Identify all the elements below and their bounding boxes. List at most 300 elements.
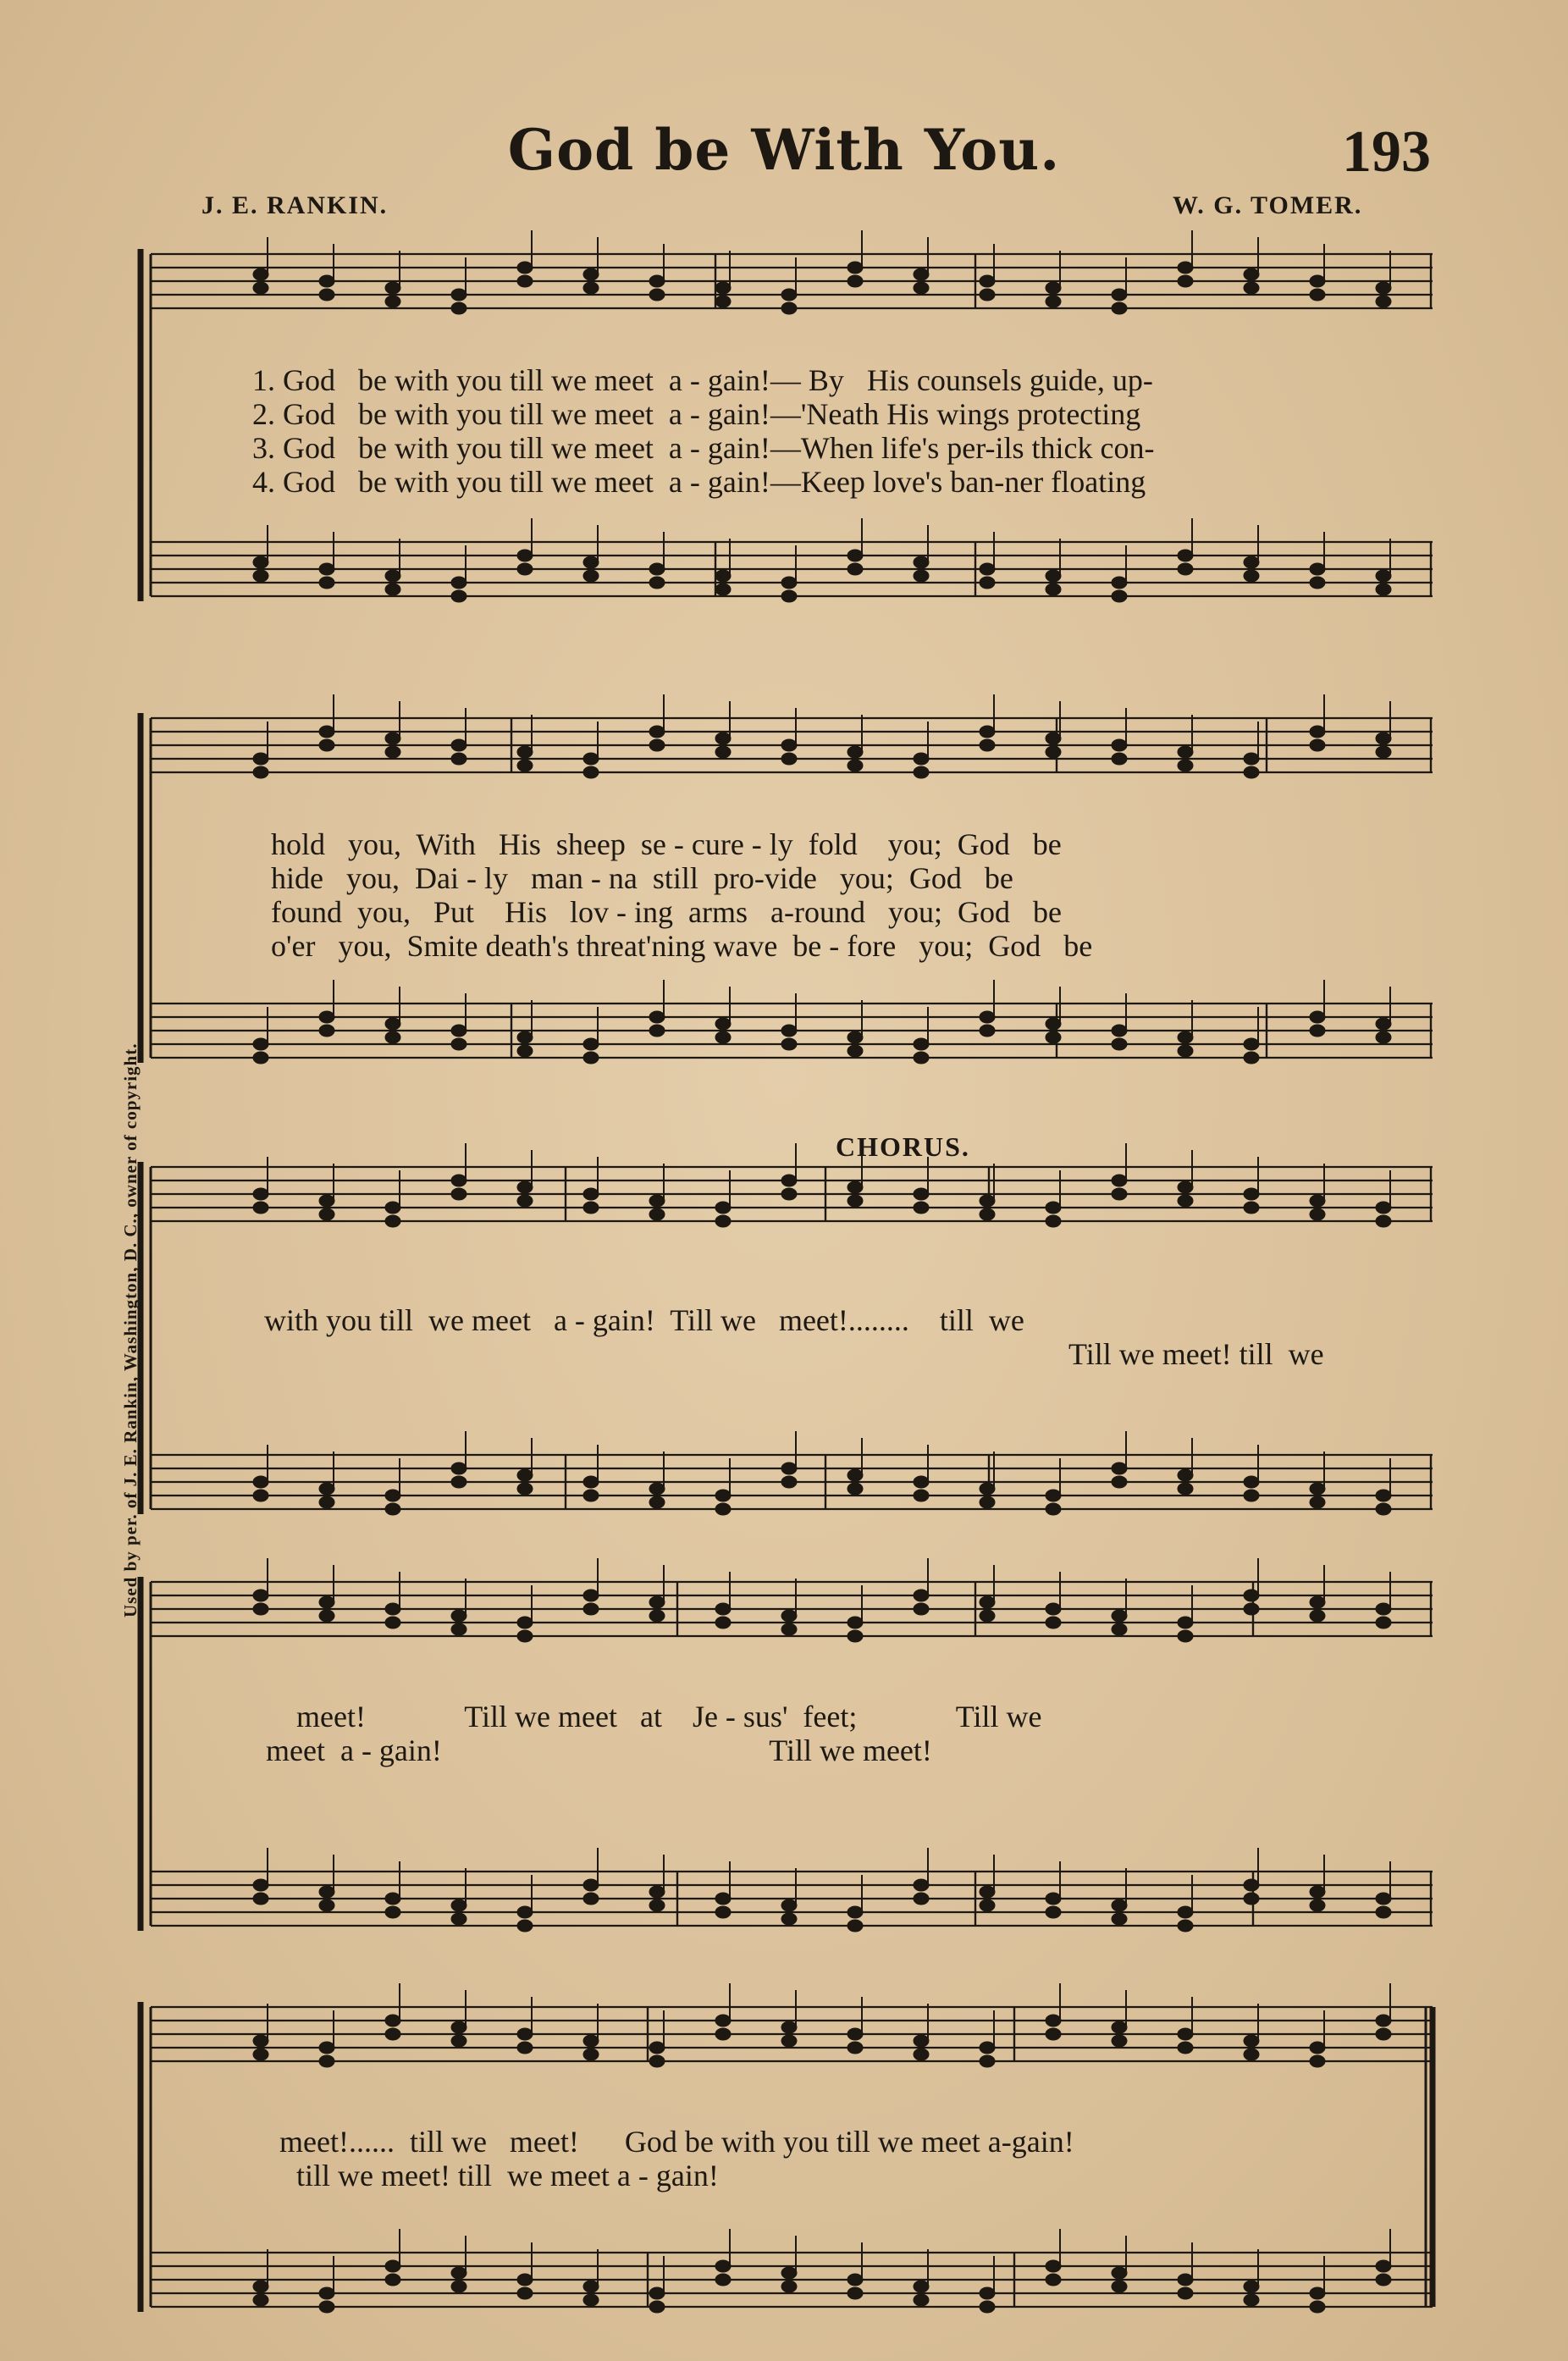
notehead <box>649 2287 665 2299</box>
notehead <box>649 577 665 589</box>
notehead <box>583 1052 599 1064</box>
notehead <box>1178 746 1193 758</box>
notehead <box>781 2021 797 2033</box>
notehead <box>451 577 467 589</box>
notehead <box>847 746 863 758</box>
notehead <box>1244 1490 1259 1501</box>
notehead <box>781 289 797 301</box>
notehead <box>385 583 400 595</box>
notehead <box>385 2028 400 2040</box>
notehead <box>319 563 334 575</box>
notehead <box>1178 1617 1193 1628</box>
verse-3-line-cont: found you, Put His lov - ing arms a-round you; God be <box>271 895 1062 929</box>
notehead <box>1046 1893 1061 1905</box>
notehead <box>980 577 995 589</box>
notehead <box>649 1886 665 1898</box>
notehead <box>847 1469 863 1481</box>
notehead <box>1046 1906 1061 1918</box>
notehead <box>517 1045 533 1057</box>
notehead <box>1376 282 1391 294</box>
notehead <box>781 739 797 751</box>
notehead <box>1244 1603 1259 1615</box>
notehead <box>1310 1025 1325 1037</box>
notehead <box>781 1913 797 1925</box>
notehead <box>847 275 863 287</box>
notehead <box>451 739 467 751</box>
notehead <box>649 2042 665 2054</box>
notehead <box>583 1038 599 1050</box>
notehead <box>1310 289 1325 301</box>
notehead <box>914 1590 929 1601</box>
notehead <box>451 1462 467 1474</box>
lyricist-credit: J. E. RANKIN. <box>202 191 389 219</box>
hymn-title: God be With You. <box>507 117 1061 183</box>
notehead <box>1244 1879 1259 1891</box>
notehead <box>781 1462 797 1474</box>
notehead <box>847 1920 863 1932</box>
notehead <box>1244 282 1259 294</box>
notehead <box>1112 1899 1127 1911</box>
notehead <box>319 726 334 738</box>
notehead <box>1046 296 1061 307</box>
chorus-lyric-line-2: Till we meet! till we <box>1068 1337 1324 1371</box>
notehead <box>583 1202 599 1214</box>
notehead <box>847 550 863 561</box>
notehead <box>1376 1202 1391 1214</box>
notehead <box>1046 1215 1061 1227</box>
notehead <box>914 2294 929 2306</box>
notehead <box>253 1038 268 1050</box>
notehead <box>980 2055 995 2067</box>
notehead <box>781 1038 797 1050</box>
notehead <box>1376 570 1391 582</box>
chorus-label: CHORUS. <box>836 1131 970 1162</box>
notehead <box>1046 1503 1061 1515</box>
notehead <box>715 2260 731 2272</box>
notehead <box>914 1188 929 1200</box>
notehead <box>319 1899 334 1911</box>
notehead <box>1310 1610 1325 1622</box>
notehead <box>1046 1018 1061 1030</box>
notehead <box>980 726 995 738</box>
notehead <box>1178 275 1193 287</box>
notehead <box>583 753 599 765</box>
notehead <box>1310 2301 1325 2313</box>
notehead <box>1178 2042 1193 2054</box>
notehead <box>319 1208 334 1220</box>
notehead <box>583 556 599 568</box>
notehead <box>1046 1617 1061 1628</box>
notehead <box>1376 746 1391 758</box>
notehead <box>583 1490 599 1501</box>
notehead <box>1310 1496 1325 1508</box>
notehead <box>1244 556 1259 568</box>
notehead <box>980 1011 995 1023</box>
notehead <box>319 1195 334 1207</box>
notehead <box>980 563 995 575</box>
notehead <box>1310 2287 1325 2299</box>
notehead <box>1178 760 1193 771</box>
notehead <box>253 1603 268 1615</box>
notehead <box>1178 1630 1193 1642</box>
notehead <box>1178 550 1193 561</box>
notehead <box>1046 1490 1061 1501</box>
notehead <box>847 1181 863 1193</box>
notehead <box>451 1025 467 1037</box>
notehead <box>1310 1208 1325 1220</box>
notehead <box>385 1617 400 1628</box>
notehead <box>847 1483 863 1495</box>
notehead <box>583 1476 599 1488</box>
notehead <box>914 282 929 294</box>
notehead <box>1376 2260 1391 2272</box>
notehead <box>1244 1188 1259 1200</box>
notehead <box>1244 1893 1259 1905</box>
notehead <box>1046 1031 1061 1043</box>
notehead <box>517 1469 533 1481</box>
verse-1-line: 1. God be with you till we meet a - gain!— By His counsels guide, up- <box>252 363 1153 397</box>
notehead <box>1112 2035 1127 2047</box>
notehead <box>583 766 599 778</box>
notehead <box>847 1195 863 1207</box>
notehead <box>319 2055 334 2067</box>
notehead <box>980 289 995 301</box>
notehead <box>1112 2021 1127 2033</box>
notehead <box>1310 2055 1325 2067</box>
notehead <box>715 733 731 744</box>
notehead <box>451 289 467 301</box>
notehead <box>319 275 334 287</box>
notehead <box>517 746 533 758</box>
notehead <box>385 1490 400 1501</box>
verse-3-line: 3. God be with you till we meet a - gain!—When life's per-ils thick con- <box>252 431 1155 465</box>
notehead <box>319 289 334 301</box>
notehead <box>980 1610 995 1622</box>
notehead <box>1376 1617 1391 1628</box>
notehead <box>253 1879 268 1891</box>
notehead <box>583 1879 599 1891</box>
hymn-number: 193 <box>1342 119 1431 185</box>
notehead <box>517 2274 533 2286</box>
notehead <box>1112 753 1127 765</box>
notehead <box>1244 1590 1259 1601</box>
notehead <box>1046 1603 1061 1615</box>
notehead <box>980 1025 995 1037</box>
notehead <box>1178 1483 1193 1495</box>
notehead <box>649 1496 665 1508</box>
notehead <box>385 1031 400 1043</box>
notehead <box>980 1596 995 1608</box>
notehead <box>649 1596 665 1608</box>
notehead <box>517 1906 533 1918</box>
notehead <box>847 1031 863 1043</box>
notehead <box>1376 583 1391 595</box>
notehead <box>583 1188 599 1200</box>
notehead <box>1244 753 1259 765</box>
notehead <box>847 1906 863 1918</box>
notehead <box>1046 282 1061 294</box>
notehead <box>385 570 400 582</box>
notehead <box>980 275 995 287</box>
notehead <box>583 1893 599 1905</box>
notehead <box>1244 1202 1259 1214</box>
notehead <box>1112 1175 1127 1186</box>
notehead <box>1310 1195 1325 1207</box>
notehead <box>253 1476 268 1488</box>
notehead <box>980 739 995 751</box>
notehead <box>1376 296 1391 307</box>
notehead <box>649 739 665 751</box>
notehead <box>517 563 533 575</box>
notehead <box>1046 2015 1061 2026</box>
notehead <box>1310 739 1325 751</box>
notehead <box>1244 2294 1259 2306</box>
notehead <box>1178 2028 1193 2040</box>
notehead <box>319 2042 334 2054</box>
notehead <box>319 2301 334 2313</box>
notehead <box>847 1045 863 1057</box>
notehead <box>1244 2281 1259 2292</box>
notehead <box>781 1175 797 1186</box>
notehead <box>847 563 863 575</box>
notehead <box>781 577 797 589</box>
notehead <box>1310 275 1325 287</box>
notehead <box>781 1025 797 1037</box>
notehead <box>1112 1610 1127 1622</box>
notehead <box>715 1490 731 1501</box>
verse-1-line-cont: hold you, With His sheep se - cure - ly fold you; God be <box>271 827 1062 861</box>
notehead <box>385 1503 400 1515</box>
notehead <box>319 1496 334 1508</box>
notehead <box>517 2028 533 2040</box>
notehead <box>253 1590 268 1601</box>
notehead <box>715 583 731 595</box>
notehead <box>914 1893 929 1905</box>
notehead <box>253 2035 268 2047</box>
notehead <box>583 268 599 280</box>
verse-4-line: 4. God be with you till we meet a - gain!—Keep love's ban-ner floating <box>252 465 1146 499</box>
notehead <box>914 2035 929 2047</box>
notehead <box>517 262 533 274</box>
notehead <box>253 2049 268 2060</box>
notehead <box>451 2281 467 2292</box>
notehead <box>451 1899 467 1911</box>
notehead <box>914 1603 929 1615</box>
notehead <box>1112 1623 1127 1635</box>
notehead <box>1178 1195 1193 1207</box>
notehead <box>781 590 797 602</box>
notehead <box>980 1899 995 1911</box>
notehead <box>1310 563 1325 575</box>
notehead <box>253 766 268 778</box>
notehead <box>847 1617 863 1628</box>
notehead <box>914 2281 929 2292</box>
notehead <box>385 2274 400 2286</box>
notehead <box>847 2028 863 2040</box>
notehead <box>1112 1038 1127 1050</box>
notehead <box>451 1188 467 1200</box>
notehead <box>1178 1045 1193 1057</box>
notehead <box>517 1630 533 1642</box>
notehead <box>914 753 929 765</box>
notehead <box>253 2294 268 2306</box>
notehead <box>1112 1462 1127 1474</box>
notehead <box>715 746 731 758</box>
notehead <box>1046 2274 1061 2286</box>
notehead <box>914 1879 929 1891</box>
notehead <box>385 1893 400 1905</box>
notehead <box>583 1590 599 1601</box>
notehead <box>781 2035 797 2047</box>
notehead <box>649 2301 665 2313</box>
notehead <box>715 2274 731 2286</box>
notehead <box>1112 2281 1127 2292</box>
notehead <box>1178 1469 1193 1481</box>
notehead <box>649 1195 665 1207</box>
composer-credit: W. G. TOMER. <box>1173 191 1363 219</box>
notehead <box>319 2287 334 2299</box>
notehead <box>385 746 400 758</box>
notehead <box>1310 726 1325 738</box>
notehead <box>649 1899 665 1911</box>
notehead <box>451 2021 467 2033</box>
notehead <box>980 1483 995 1495</box>
notehead <box>781 1899 797 1911</box>
notehead <box>1112 739 1127 751</box>
notehead <box>451 1623 467 1635</box>
notehead <box>319 1596 334 1608</box>
notehead <box>1376 1906 1391 1918</box>
notehead <box>914 556 929 568</box>
notehead <box>1178 1031 1193 1043</box>
notehead <box>253 1188 268 1200</box>
notehead <box>1046 746 1061 758</box>
notehead <box>1310 1596 1325 1608</box>
notehead <box>1112 590 1127 602</box>
notehead <box>715 1503 731 1515</box>
notehead <box>385 1603 400 1615</box>
notehead <box>385 1202 400 1214</box>
notehead <box>1310 1899 1325 1911</box>
notehead <box>1112 1913 1127 1925</box>
notehead <box>1178 563 1193 575</box>
notehead <box>451 753 467 765</box>
notehead <box>253 1490 268 1501</box>
notehead <box>319 1483 334 1495</box>
notehead <box>1112 1476 1127 1488</box>
notehead <box>517 1617 533 1628</box>
notehead <box>1310 2042 1325 2054</box>
notehead <box>451 1913 467 1925</box>
notehead <box>1376 1031 1391 1043</box>
notehead <box>980 1886 995 1898</box>
notehead <box>847 2287 863 2299</box>
notehead <box>649 1011 665 1023</box>
notehead <box>914 268 929 280</box>
notehead <box>1376 2274 1391 2286</box>
notehead <box>1178 1920 1193 1932</box>
notehead <box>1310 1483 1325 1495</box>
notehead <box>1376 2015 1391 2026</box>
notehead <box>253 1893 268 1905</box>
notehead <box>253 1052 268 1064</box>
notehead <box>253 753 268 765</box>
notehead <box>914 1202 929 1214</box>
notehead <box>583 1603 599 1615</box>
notehead <box>253 2281 268 2292</box>
notehead <box>517 2042 533 2054</box>
notehead <box>517 1195 533 1207</box>
notehead <box>1046 583 1061 595</box>
notehead <box>781 1623 797 1635</box>
notehead <box>980 2042 995 2054</box>
notehead <box>715 2015 731 2026</box>
notehead <box>980 2301 995 2313</box>
notehead <box>1046 733 1061 744</box>
notehead <box>781 1610 797 1622</box>
notehead <box>319 739 334 751</box>
notehead <box>253 570 268 582</box>
notehead <box>781 1188 797 1200</box>
notehead <box>715 1215 731 1227</box>
notehead <box>1376 1215 1391 1227</box>
notehead <box>1112 289 1127 301</box>
notehead <box>385 2015 400 2026</box>
notehead <box>1376 1490 1391 1501</box>
chorus-lyric-line-4: meet a - gain! Till we meet! <box>266 1733 932 1767</box>
notehead <box>847 1630 863 1642</box>
notehead <box>914 766 929 778</box>
notehead <box>1376 1503 1391 1515</box>
notehead <box>1178 1906 1193 1918</box>
notehead <box>517 275 533 287</box>
notehead <box>385 1018 400 1030</box>
notehead <box>451 1610 467 1622</box>
notehead <box>649 726 665 738</box>
notehead <box>1244 1038 1259 1050</box>
notehead <box>914 2049 929 2060</box>
notehead <box>914 1038 929 1050</box>
chorus-lyric-line-3: meet! Till we meet at Je - sus' feet; Till we <box>296 1700 1042 1733</box>
notehead <box>1310 1011 1325 1023</box>
notehead <box>451 1476 467 1488</box>
notehead <box>649 289 665 301</box>
notehead <box>517 2287 533 2299</box>
copyright-credit: Used by per. of J. E. Rankin, Washington, D. C., owner of copyright. <box>120 1042 141 1617</box>
notehead <box>1376 1018 1391 1030</box>
notehead <box>517 1920 533 1932</box>
notehead <box>1376 733 1391 744</box>
notehead <box>253 282 268 294</box>
notehead <box>1112 1188 1127 1200</box>
notehead <box>715 1018 731 1030</box>
notehead <box>715 1202 731 1214</box>
notehead <box>1112 1025 1127 1037</box>
notehead <box>451 590 467 602</box>
notehead <box>253 1202 268 1214</box>
notehead <box>517 1483 533 1495</box>
notehead <box>847 262 863 274</box>
notehead <box>649 1025 665 1037</box>
notehead <box>781 753 797 765</box>
notehead <box>583 282 599 294</box>
notehead <box>385 1906 400 1918</box>
notehead <box>1376 2028 1391 2040</box>
notehead <box>1046 570 1061 582</box>
notehead <box>715 1906 731 1918</box>
notehead <box>1244 1052 1259 1064</box>
notehead <box>517 760 533 771</box>
